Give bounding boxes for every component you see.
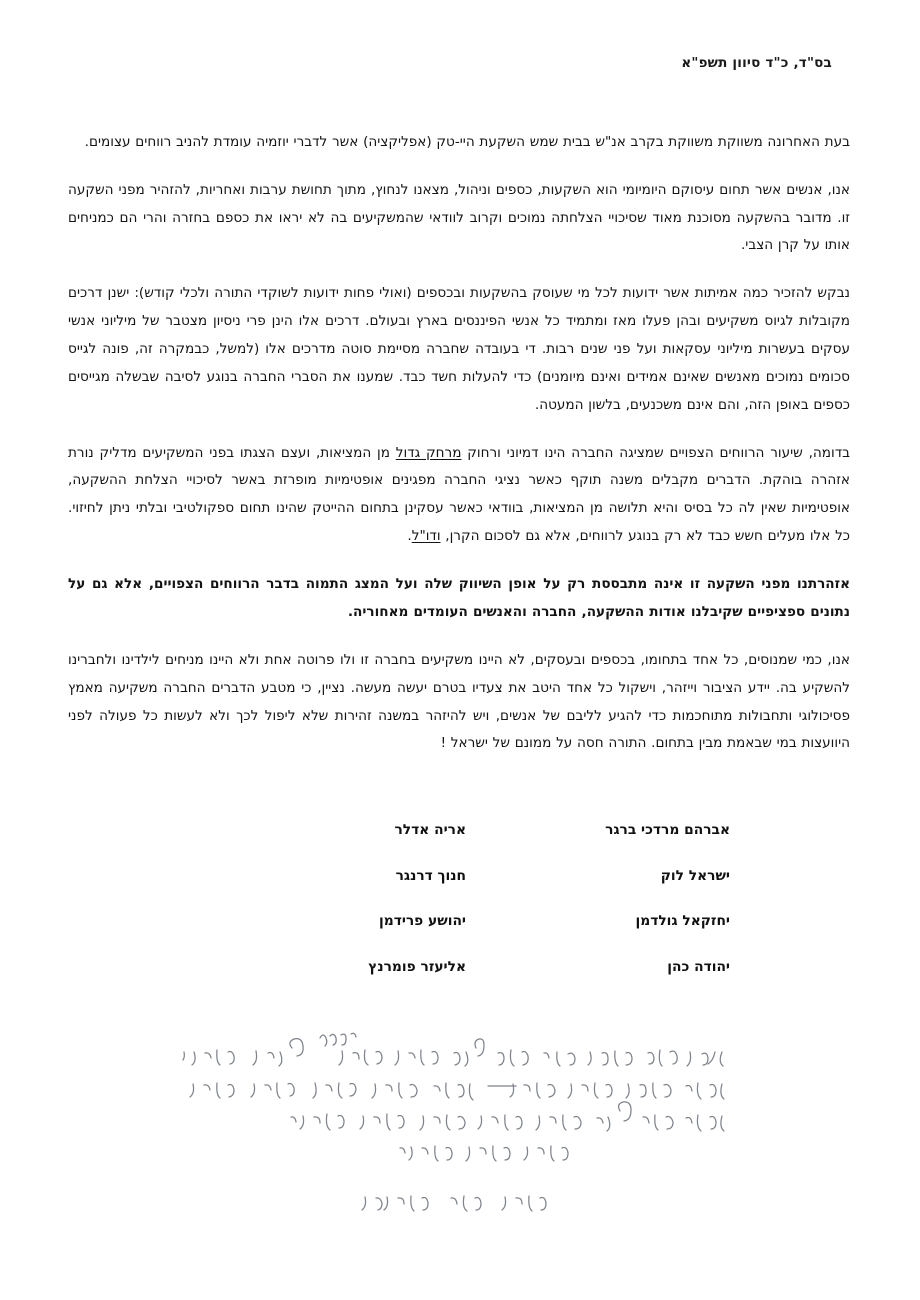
- paragraph-1-text: בעת האחרונה משווקת משווקת בקרב אנ"ש בבית שמש השקעת היי-טק (אפליקציה) אשר לדברי יוזמיה עומדת להניב רווחים עצומים.: [84, 133, 850, 150]
- paragraph-1: [62, 129, 858, 157]
- handwritten-note: [170, 1022, 750, 1222]
- signatory-name: יחזקאל גולדמן: [635, 913, 730, 930]
- signatory-name: חנוך דרנגר: [395, 867, 466, 884]
- paragraph-4-part-1: בדומה, שיעור הרווחים הצפויים שמציגה החברה הינו דמיוני ורחוק: [461, 444, 850, 461]
- paragraph-4-emphasis-vadal: ודו"ל: [411, 528, 441, 545]
- signature-column-left: [238, 822, 538, 975]
- signatory-name: יהושע פרידמן: [378, 913, 466, 930]
- signature-block: [62, 822, 858, 975]
- signatory-name: ישראל לוק: [660, 867, 730, 884]
- paragraph-6-text: אנו, כמי שמנוסים, כל אחד בתחומו, בכספים ובעסקים, לא היינו משקיעים בחברה זו ולו פרוטה אחת ולא היינו מניחים לילדינו ולחברינו להשקיע בה. יידע הציבור וייזהר, וישקול כל אחד היטב את צעדיו בטרם יעשה מעשה. נציין, כי מטבע הדברים החברה משקיעה מאמץ פסיכולוגי ותחבולות מתוחכמות כדי להגיע לליבם של אנשים, ויש להיזהר במשנה זהירות שלא ליפול לכך ולא לעשות כל פעולה לפני היוועצות במי שבאמת מבין בתחום. התורה חסה על ממונם של ישראל !: [68, 651, 850, 752]
- signatory-name: אריה אדלר: [394, 822, 466, 839]
- paragraph-4-part-2: מן המציאות, ועצם הצגתו בפני המשקיעים מדליק נורת אזהרה בוהקת. הדברים מקבלים משנה תוקף כאשר נציגי החברה מפגינים אופטימיות מופרזת באשר לסיכויי הצלחת ההשקעה, אופטימיות שאין לה כל בסיס והיא תלושה מן המציאות, בוודאי כאשר עסקינן בתחום ההייטק שהינו תחום ספקולטיבי ובלתי ניתן לחיזוי. כל אלו מעלים חשש כבד לא רק בנוגע לרווחים, אלא גם לסכום הקרן,: [68, 444, 850, 545]
- paragraph-3: [62, 280, 858, 419]
- paragraph-4-emphasis-merhak-gadol: מרחק גדול: [395, 444, 462, 461]
- document-header-date: בס"ד, כ"ד סיוון תשפ"א: [681, 55, 832, 71]
- paragraph-2-text: אנו, אנשים אשר תחום עיסוקם היומיומי הוא השקעות, כספים וניהול, מצאנו לנחוץ, מתוך תחושת ערבות ואחריות, להזהיר מפני השקעה זו. מדובר בהשקעה מסוכנת מאוד שסיכויי הצלחתה נמוכים וקרוב לוודאי שהמשקיעים בה לא יראו את כספם בחזרה והרי הם כמניחים אותו על קרן הצבי.: [68, 181, 850, 254]
- paragraph-5-part-1: אזהרתנו מפני השקעה זו אינה מתבססת רק על אופן השיווק שלה ועל המצג התמוה בדבר הרווחים הצפויים,: [142, 576, 850, 593]
- paragraph-2: [62, 177, 858, 261]
- signatory-name: אברהם מרדכי ברגר: [605, 822, 730, 839]
- paragraph-3-text: נבקש להזכיר כמה אמיתות אשר ידועות לכל מי שעוסק בהשקעות ובכספים (ואולי פחות ידועות לשוקדי התורה ולכלי קודש): ישנן דרכים מקובלות לגיוס משקיעים ובהן פעלו מאז ומתמיד כל אנשי הפיננסים בארץ ובעולם. דרכים אלו הינן פרי ניסיון מצטבר של מיליוני אנשי עסקים בעשרות מיליוני עסקאות ועל פני שנים רבות. די בעובדה שחברה מסיימת סוטה מדרכים אלו (למשל, כבמקרה זה, פונה לגייס סכומים נמוכים מאנשים שאינם אמידים ואינם מיומנים) כדי להעלות חשד כבד. שמענו את הסברי החברה בנוגע לסיבה שבשלה מגייסים כספים באופן הזה, והם אינם משכנעים, בלשון המעטה.: [68, 285, 850, 413]
- letter-body: [62, 129, 858, 758]
- paragraph-4-part-3: .: [407, 528, 412, 545]
- signature-column-right: [538, 822, 838, 975]
- signatory-name: יהודה כהן: [667, 958, 730, 975]
- paragraph-5-emphasis: אלא גם על נתונים ספציפיים שקיבלנו אודות ההשקעה, החברה והאנשים העומדים מאחוריה.: [68, 576, 850, 620]
- paragraph-4: [62, 440, 858, 551]
- signatory-name: אליעזר פומרנץ: [368, 958, 466, 975]
- paragraph-6: [62, 647, 858, 758]
- paragraph-5: [62, 571, 858, 627]
